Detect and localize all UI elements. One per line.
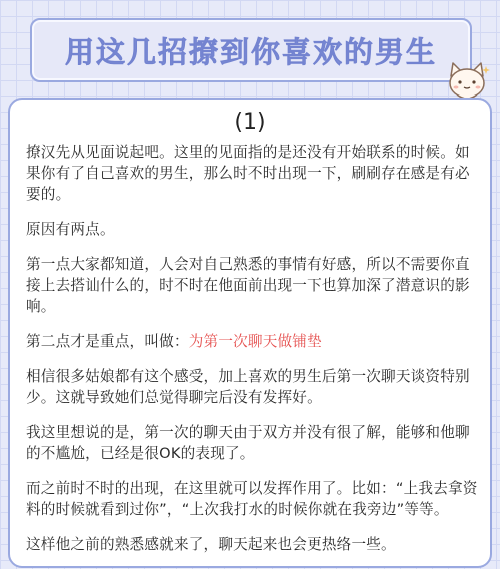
paragraph: 原因有两点。 [26,221,115,238]
paragraph: 而之前时不时的出现，在这里就可以发挥作用了。比如：“上我去拿资料的时候就看到过你”，“上次我打水的时候你就在我旁边”等等。 [26,480,478,518]
paragraph: 这样他之前的熟悉感就来了，聊天起来也会更热络一些。 [26,536,396,553]
section-number: (1) [234,110,266,135]
key-point-prefix: 第二点才是重点，叫做： [26,333,189,350]
title-banner [30,18,472,82]
paragraph: 撩汉先从见面说起吧。这里的见面指的是还没有开始联系的时候。如果你有了自己喜欢的男生，那么时不时出现一下，刷刷存在感是有必要的。 [26,144,470,203]
page-title: 用这几招撩到你喜欢的男生 [64,34,437,69]
paragraph: 相信很多姑娘都有这个感受，加上喜欢的男生后第一次聊天谈资特别少。这就导致她们总觉得聊完后没有发挥好。 [26,368,470,406]
paragraph: 第一点大家都知道，人会对自己熟悉的事情有好感，所以不需要你直接上去搭讪什么的，时不时在他面前出现一下也算加深了潜意识的影响。 [26,256,470,315]
paragraph: 我这里想说的是，第一次的聊天由于双方并没有很了解，能够和他聊的不尴尬，已经是很OK的表现了。 [26,424,470,462]
key-point-paragraph [26,331,478,352]
key-point-highlight: 为第一次聊天做铺垫 [188,333,322,350]
article-body [26,142,478,569]
